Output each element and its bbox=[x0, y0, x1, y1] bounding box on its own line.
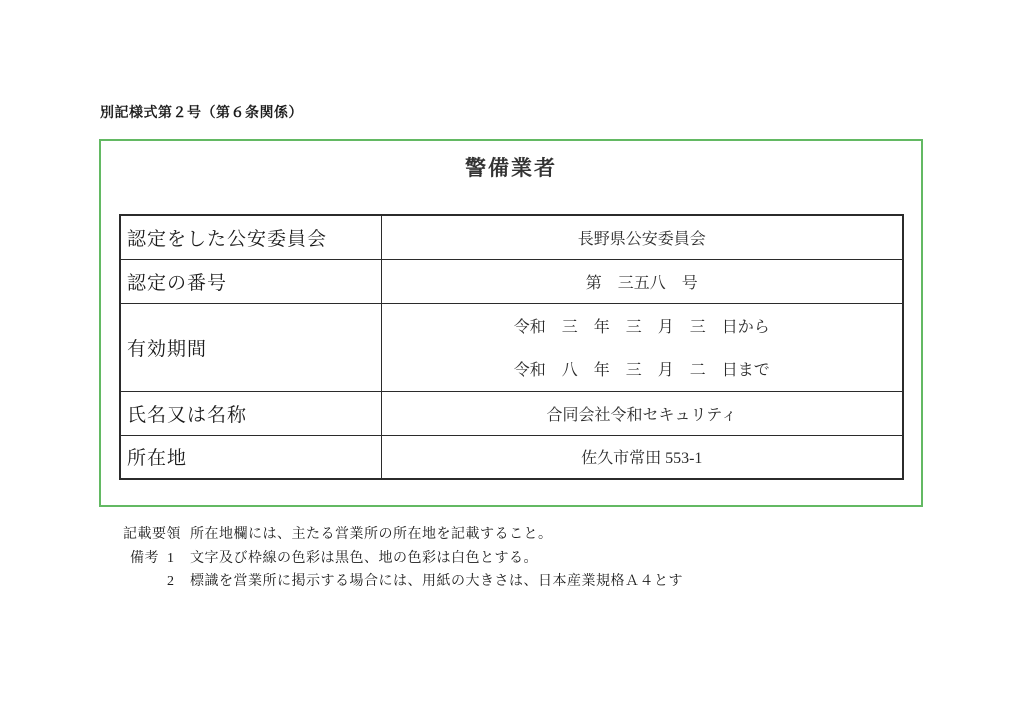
row-value-validity-period bbox=[381, 303, 903, 391]
notes-biko-label: 備考 bbox=[130, 551, 159, 566]
table-row bbox=[120, 391, 903, 435]
certificate-title: 警備業者 bbox=[465, 157, 557, 180]
certificate-table bbox=[119, 214, 904, 480]
row-value-name: 合同会社令和セキュリティ bbox=[381, 391, 903, 435]
notes-kisai-label: 記載要領 bbox=[123, 527, 181, 542]
notes-biko-item-1-number: 1 bbox=[167, 551, 175, 566]
row-label-commission: 認定をした公安委員会 bbox=[120, 215, 381, 259]
row-value-certification-number: 第 三五八 号 bbox=[381, 259, 903, 303]
form-number-label: 別記様式第２号（第６条関係） bbox=[100, 104, 303, 120]
row-value-address: 佐久市常田 553-1 bbox=[381, 435, 903, 479]
table-row bbox=[120, 303, 903, 391]
table-row bbox=[120, 435, 903, 479]
table-row bbox=[120, 259, 903, 303]
row-label-address: 所在地 bbox=[120, 435, 381, 479]
row-label-certification-number: 認定の番号 bbox=[120, 259, 381, 303]
notes-biko-item-2-number: 2 bbox=[167, 574, 175, 589]
row-value-commission: 長野県公安委員会 bbox=[381, 215, 903, 259]
validity-period-to: 令和 八 年 三 月 二 日まで bbox=[513, 362, 770, 379]
table-row bbox=[120, 215, 903, 259]
notes-kisai-text: 所在地欄には、主たる営業所の所在地を記載すること。 bbox=[190, 527, 553, 542]
row-label-name: 氏名又は名称 bbox=[120, 391, 381, 435]
notes-biko-item-1-text: 文字及び枠線の色彩は黒色、地の色彩は白色とする。 bbox=[190, 551, 538, 566]
notes-biko-item-2-text: 標識を営業所に掲示する場合には、用紙の大きさは、日本産業規格Ａ４とす bbox=[190, 574, 683, 589]
row-label-validity-period: 有効期間 bbox=[120, 303, 381, 391]
validity-period-lines bbox=[382, 314, 903, 380]
validity-period-from: 令和 三 年 三 月 三 日から bbox=[513, 319, 770, 336]
